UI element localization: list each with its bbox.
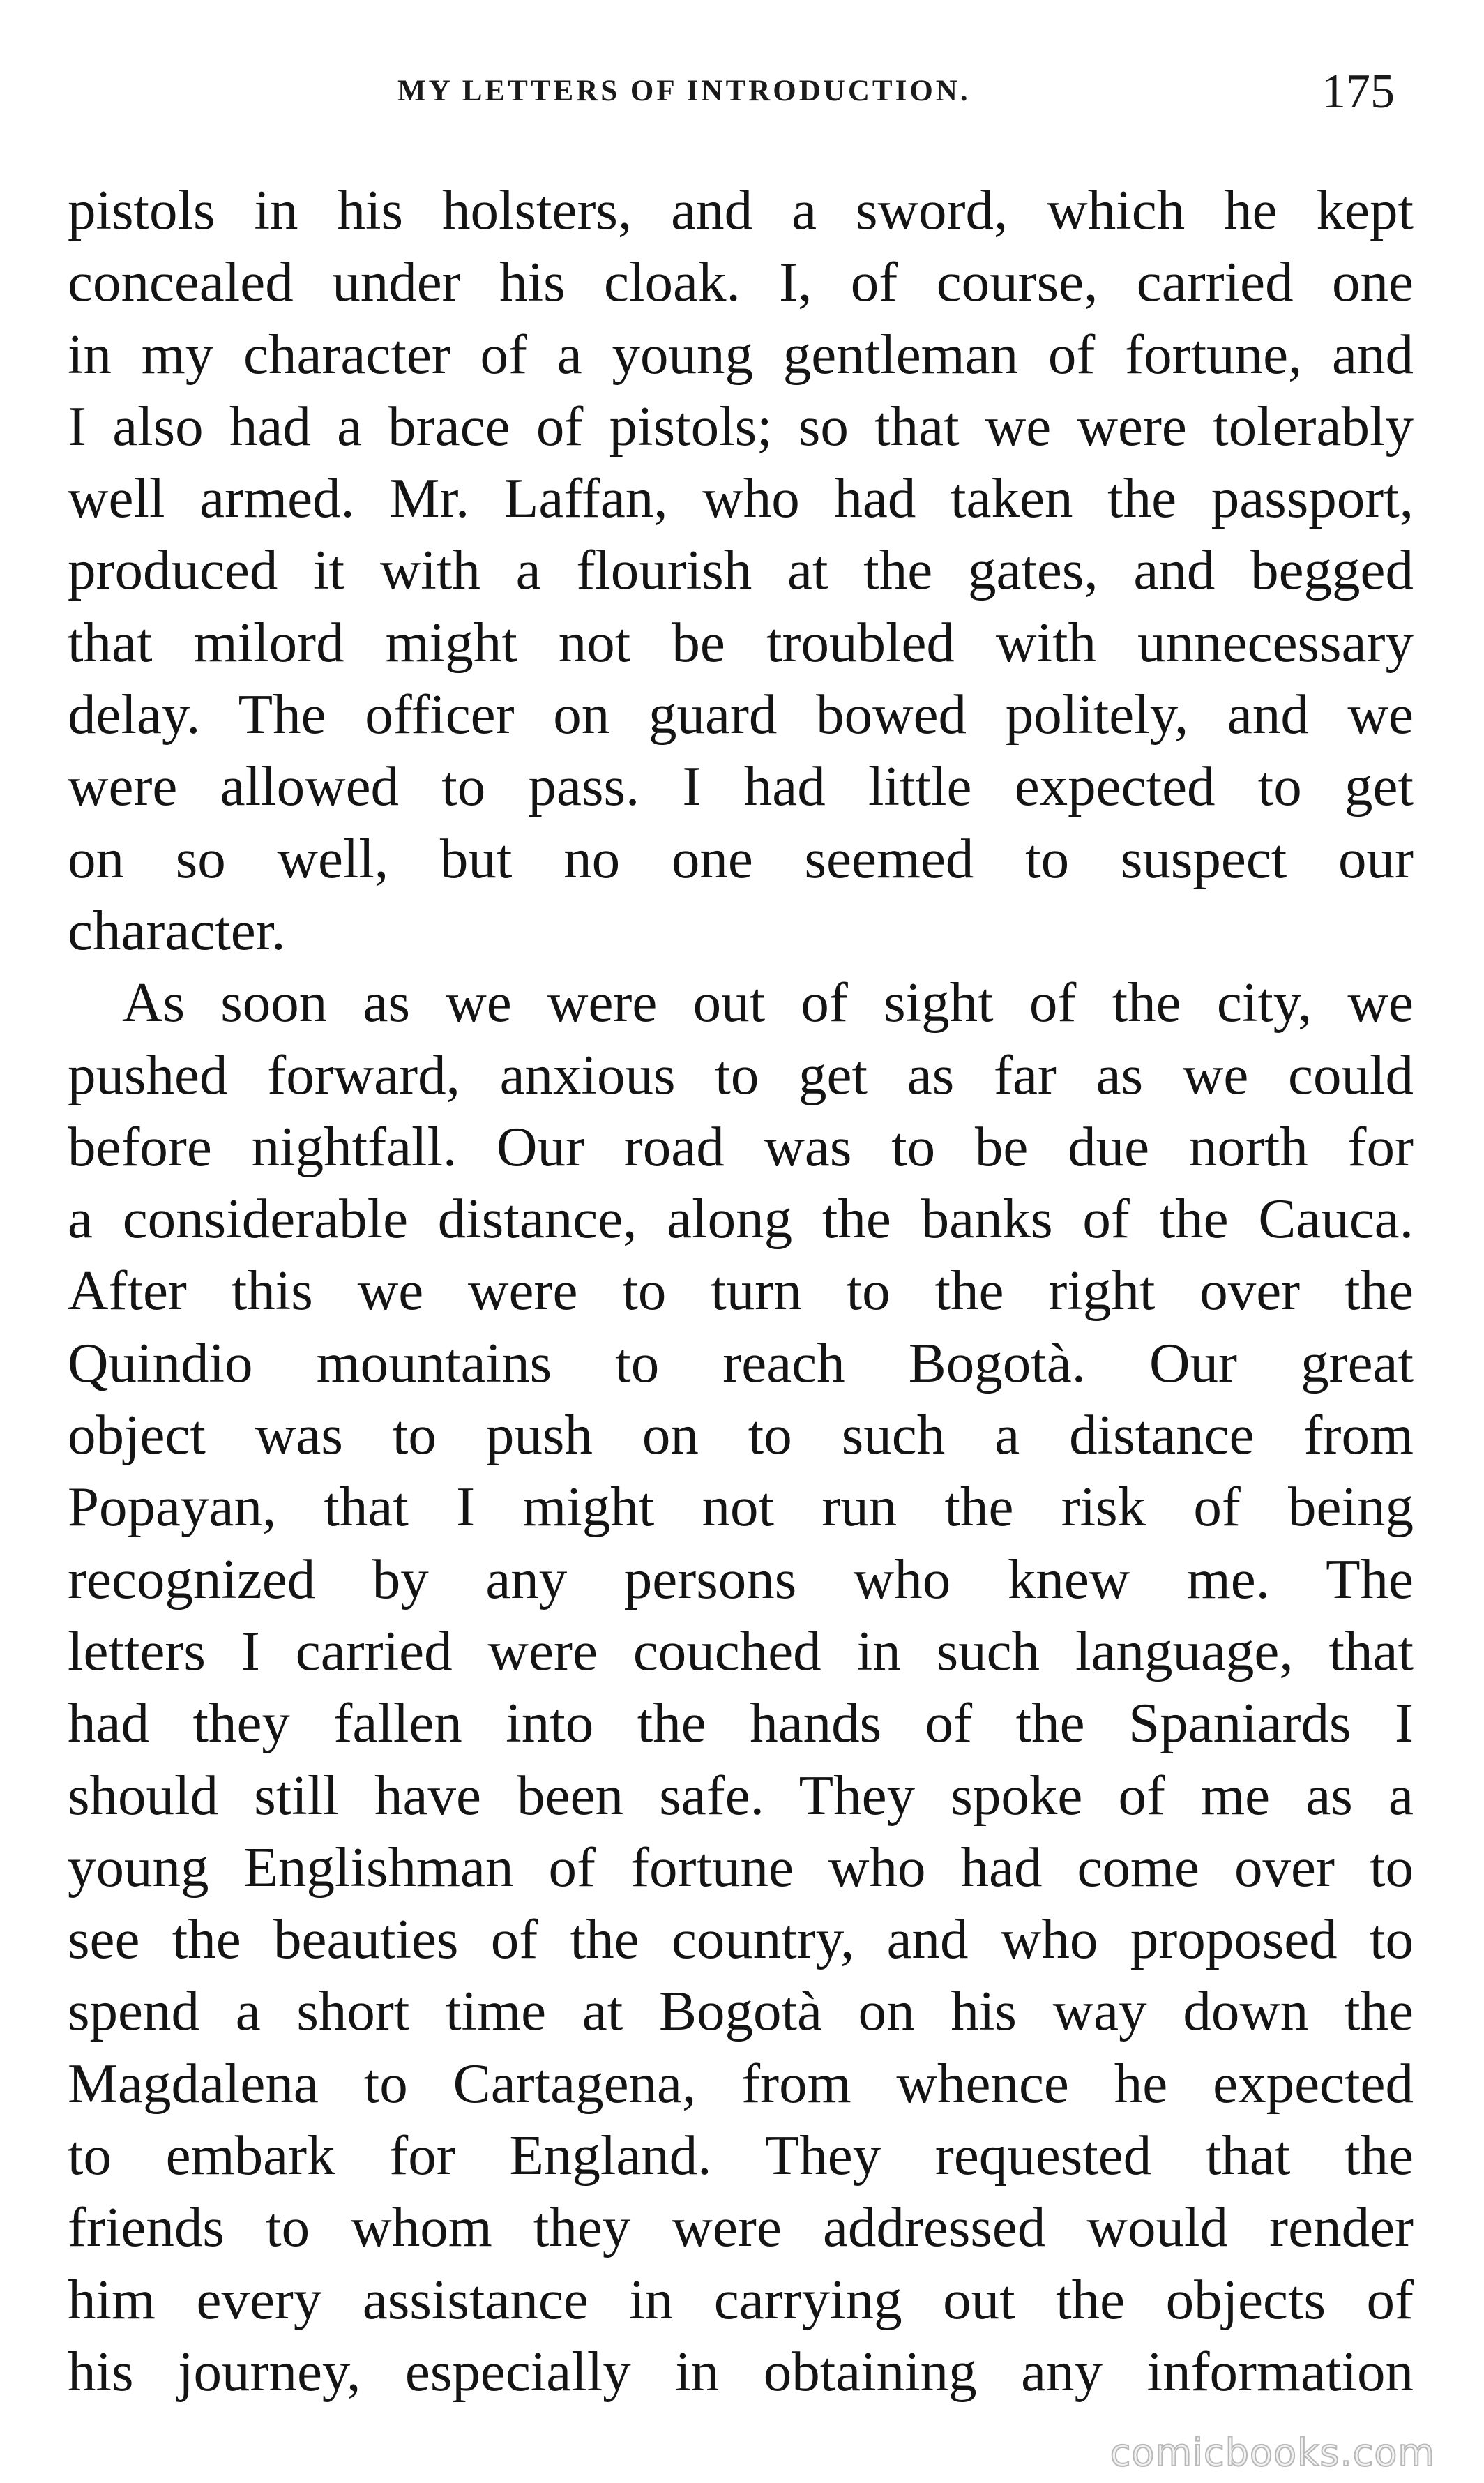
text-line: young Englishman of fortune who had come over to [68, 1835, 1414, 1899]
text-line: friends to whom they were addressed would render [68, 2196, 1414, 2259]
text-line: Popayan, that I might not run the risk of being [68, 1475, 1414, 1539]
text-line: see the beauties of the country, and who proposed to [68, 1908, 1414, 1971]
text-line: his journey, especially in obtaining any information [68, 2339, 1414, 2403]
running-header [0, 64, 1484, 120]
body-text [68, 174, 1414, 2408]
text-line: that milord might not be troubled with unnecessary [68, 610, 1414, 674]
text-line: him every assistance in carrying out the objects of [68, 2267, 1414, 2331]
text-line: pushed forward, anxious to get as far as we could [68, 1043, 1414, 1106]
text-line: well armed. Mr. Laffan, who had taken the passport, [68, 467, 1414, 530]
text-line: recognized by any persons who knew me. The [68, 1547, 1414, 1610]
text-line: character. [68, 898, 286, 962]
text-line: delay. The officer on guard bowed politely, and we [68, 683, 1414, 746]
text-line: should still have been safe. They spoke of me as a [68, 1763, 1414, 1827]
text-line: Magdalena to Cartagena, from whence he expected [68, 2051, 1414, 2115]
paragraph [68, 967, 1414, 2408]
text-line: before nightfall. Our road was to be due north for [68, 1115, 1414, 1178]
text-line: on so well, but no one seemed to suspect our [68, 827, 1414, 890]
text-line: had they fallen into the hands of the Spaniards I [68, 1691, 1414, 1755]
text-line: a considerable distance, along the banks of the Cauca. [68, 1187, 1414, 1251]
text-line: object was to push on to such a distance from [68, 1403, 1414, 1467]
text-line: I also had a brace of pistols; so that we were tolerably [68, 394, 1414, 458]
text-line: pistols in his holsters, and a sword, which he kept [68, 179, 1414, 241]
page-number: 175 [1322, 65, 1395, 119]
text-line: letters I carried were couched in such language, that [68, 1619, 1414, 1682]
text-line: produced it with a flourish at the gates, and begged [68, 538, 1414, 602]
text-line: spend a short time at Bogotà on his way down the [68, 1979, 1414, 2043]
watermark: comicbooks.com [1110, 2431, 1435, 2475]
text-line: After this we were to turn to the right over the [68, 1259, 1414, 1322]
running-title: MY LETTERS OF INTRODUCTION. [397, 75, 971, 107]
text-line: As soon as we were out of sight of the city, we [122, 971, 1414, 1034]
text-line: were allowed to pass. I had little expected to get [68, 755, 1414, 818]
paragraph [68, 174, 1414, 967]
text-line: Quindio mountains to reach Bogotà. Our great [68, 1331, 1414, 1394]
text-line: in my character of a young gentleman of fortune, and [68, 322, 1414, 386]
text-line: concealed under his cloak. I, of course, carried one [68, 250, 1414, 314]
text-line: to embark for England. They requested that the [68, 2124, 1414, 2187]
